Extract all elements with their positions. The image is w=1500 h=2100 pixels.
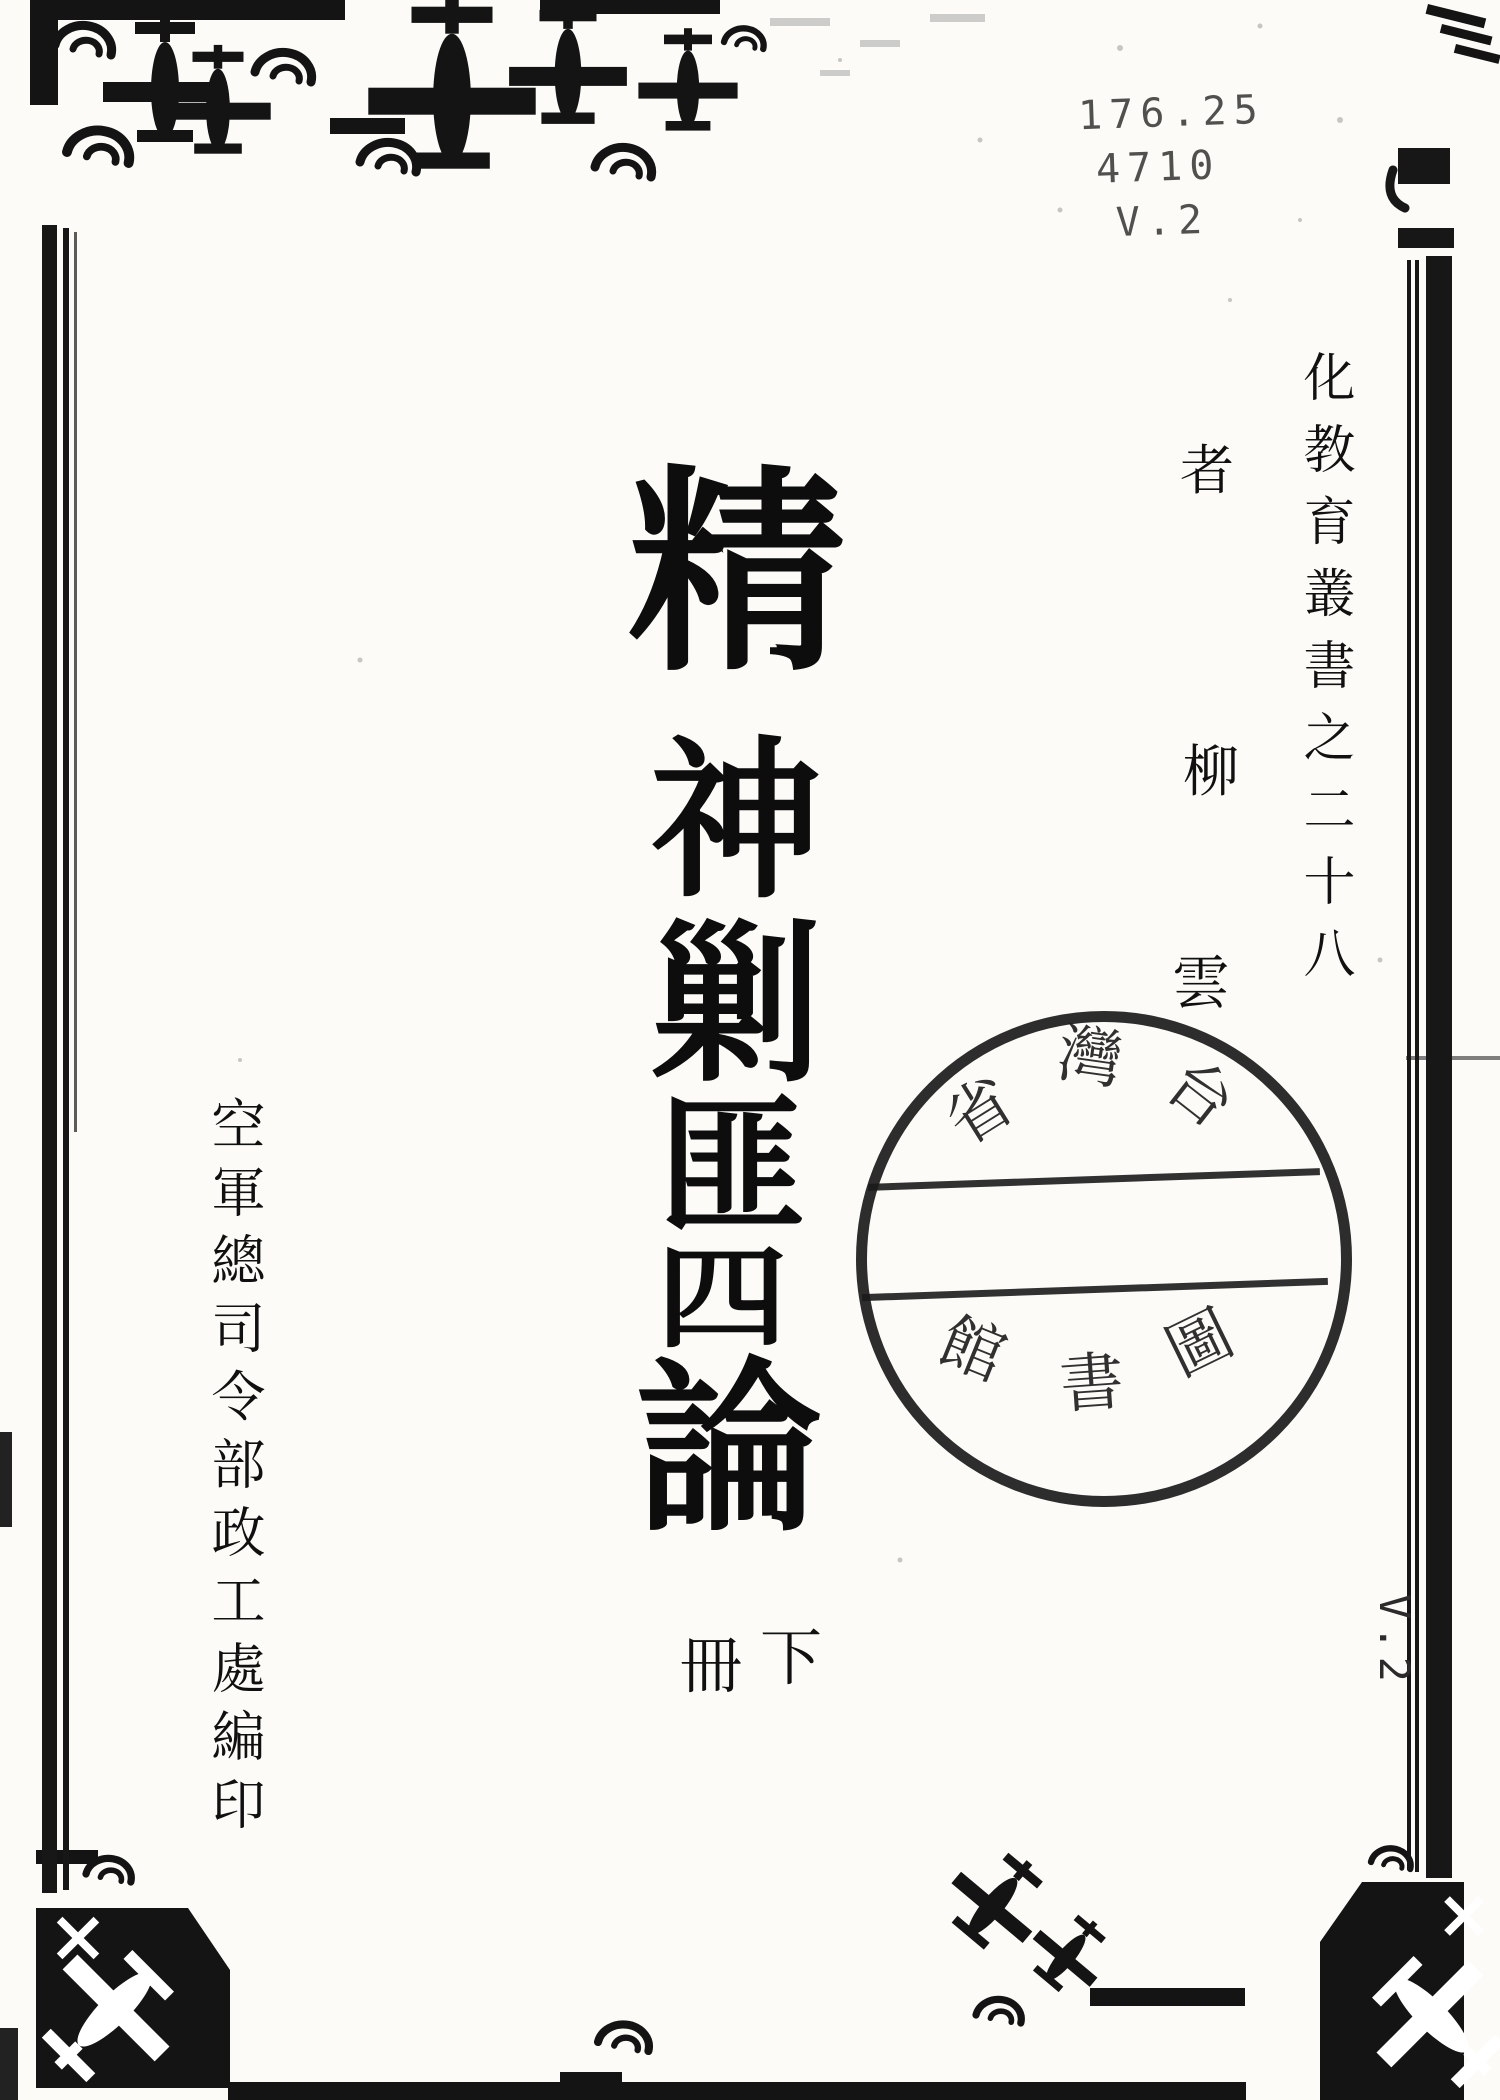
side-volume-label: V.2 [1370,1594,1419,1688]
volume-char: 冊 [680,1633,743,1701]
publisher-column: 空軍總司令部政工處編印 [204,1096,264,1844]
airplane-frieze-bottom [12,1833,1500,2100]
frame-border-left-thin [63,228,69,1890]
frame-border-left-thick [42,225,57,1893]
corner-marks-top-right [1426,4,1500,64]
stamp-char: 灣 [1053,1017,1127,1098]
stamp-char: 書 [1057,1345,1127,1422]
stamp-char: 省 [933,1064,1026,1159]
corner-plane-bottom-right [1320,1848,1500,2100]
series-title-column: 化教育叢書之二十八 [1295,350,1352,998]
title-char: 四 [655,1238,789,1362]
title-char: 論 [636,1348,823,1554]
title-char: 匪 [658,1086,806,1250]
stamp-char: 館 [929,1304,1016,1395]
airplane-frieze-top [30,0,985,177]
title-char: 神 [650,729,822,919]
author-name-char: 雲 [1172,951,1231,1016]
call-number-line: 4710 [1095,142,1222,193]
author-label: 者 [1180,441,1234,501]
title-char: 剿 [650,913,822,1103]
stamp-char: 台 [1153,1045,1248,1142]
call-number-line: V.2 [1115,196,1210,247]
frame-border-right-thick [1426,256,1452,1878]
author-name-char: 柳 [1183,742,1239,804]
call-number-stamp [1077,83,1269,251]
frame-border-left-hairline [74,232,77,1132]
stamp-char: 圖 [1155,1297,1245,1390]
volume-char: 下 [760,1625,823,1693]
scan-edge-smudges [0,1432,18,2100]
call-number-line: 176.25 [1077,86,1266,140]
title-char: 精 [628,456,846,697]
